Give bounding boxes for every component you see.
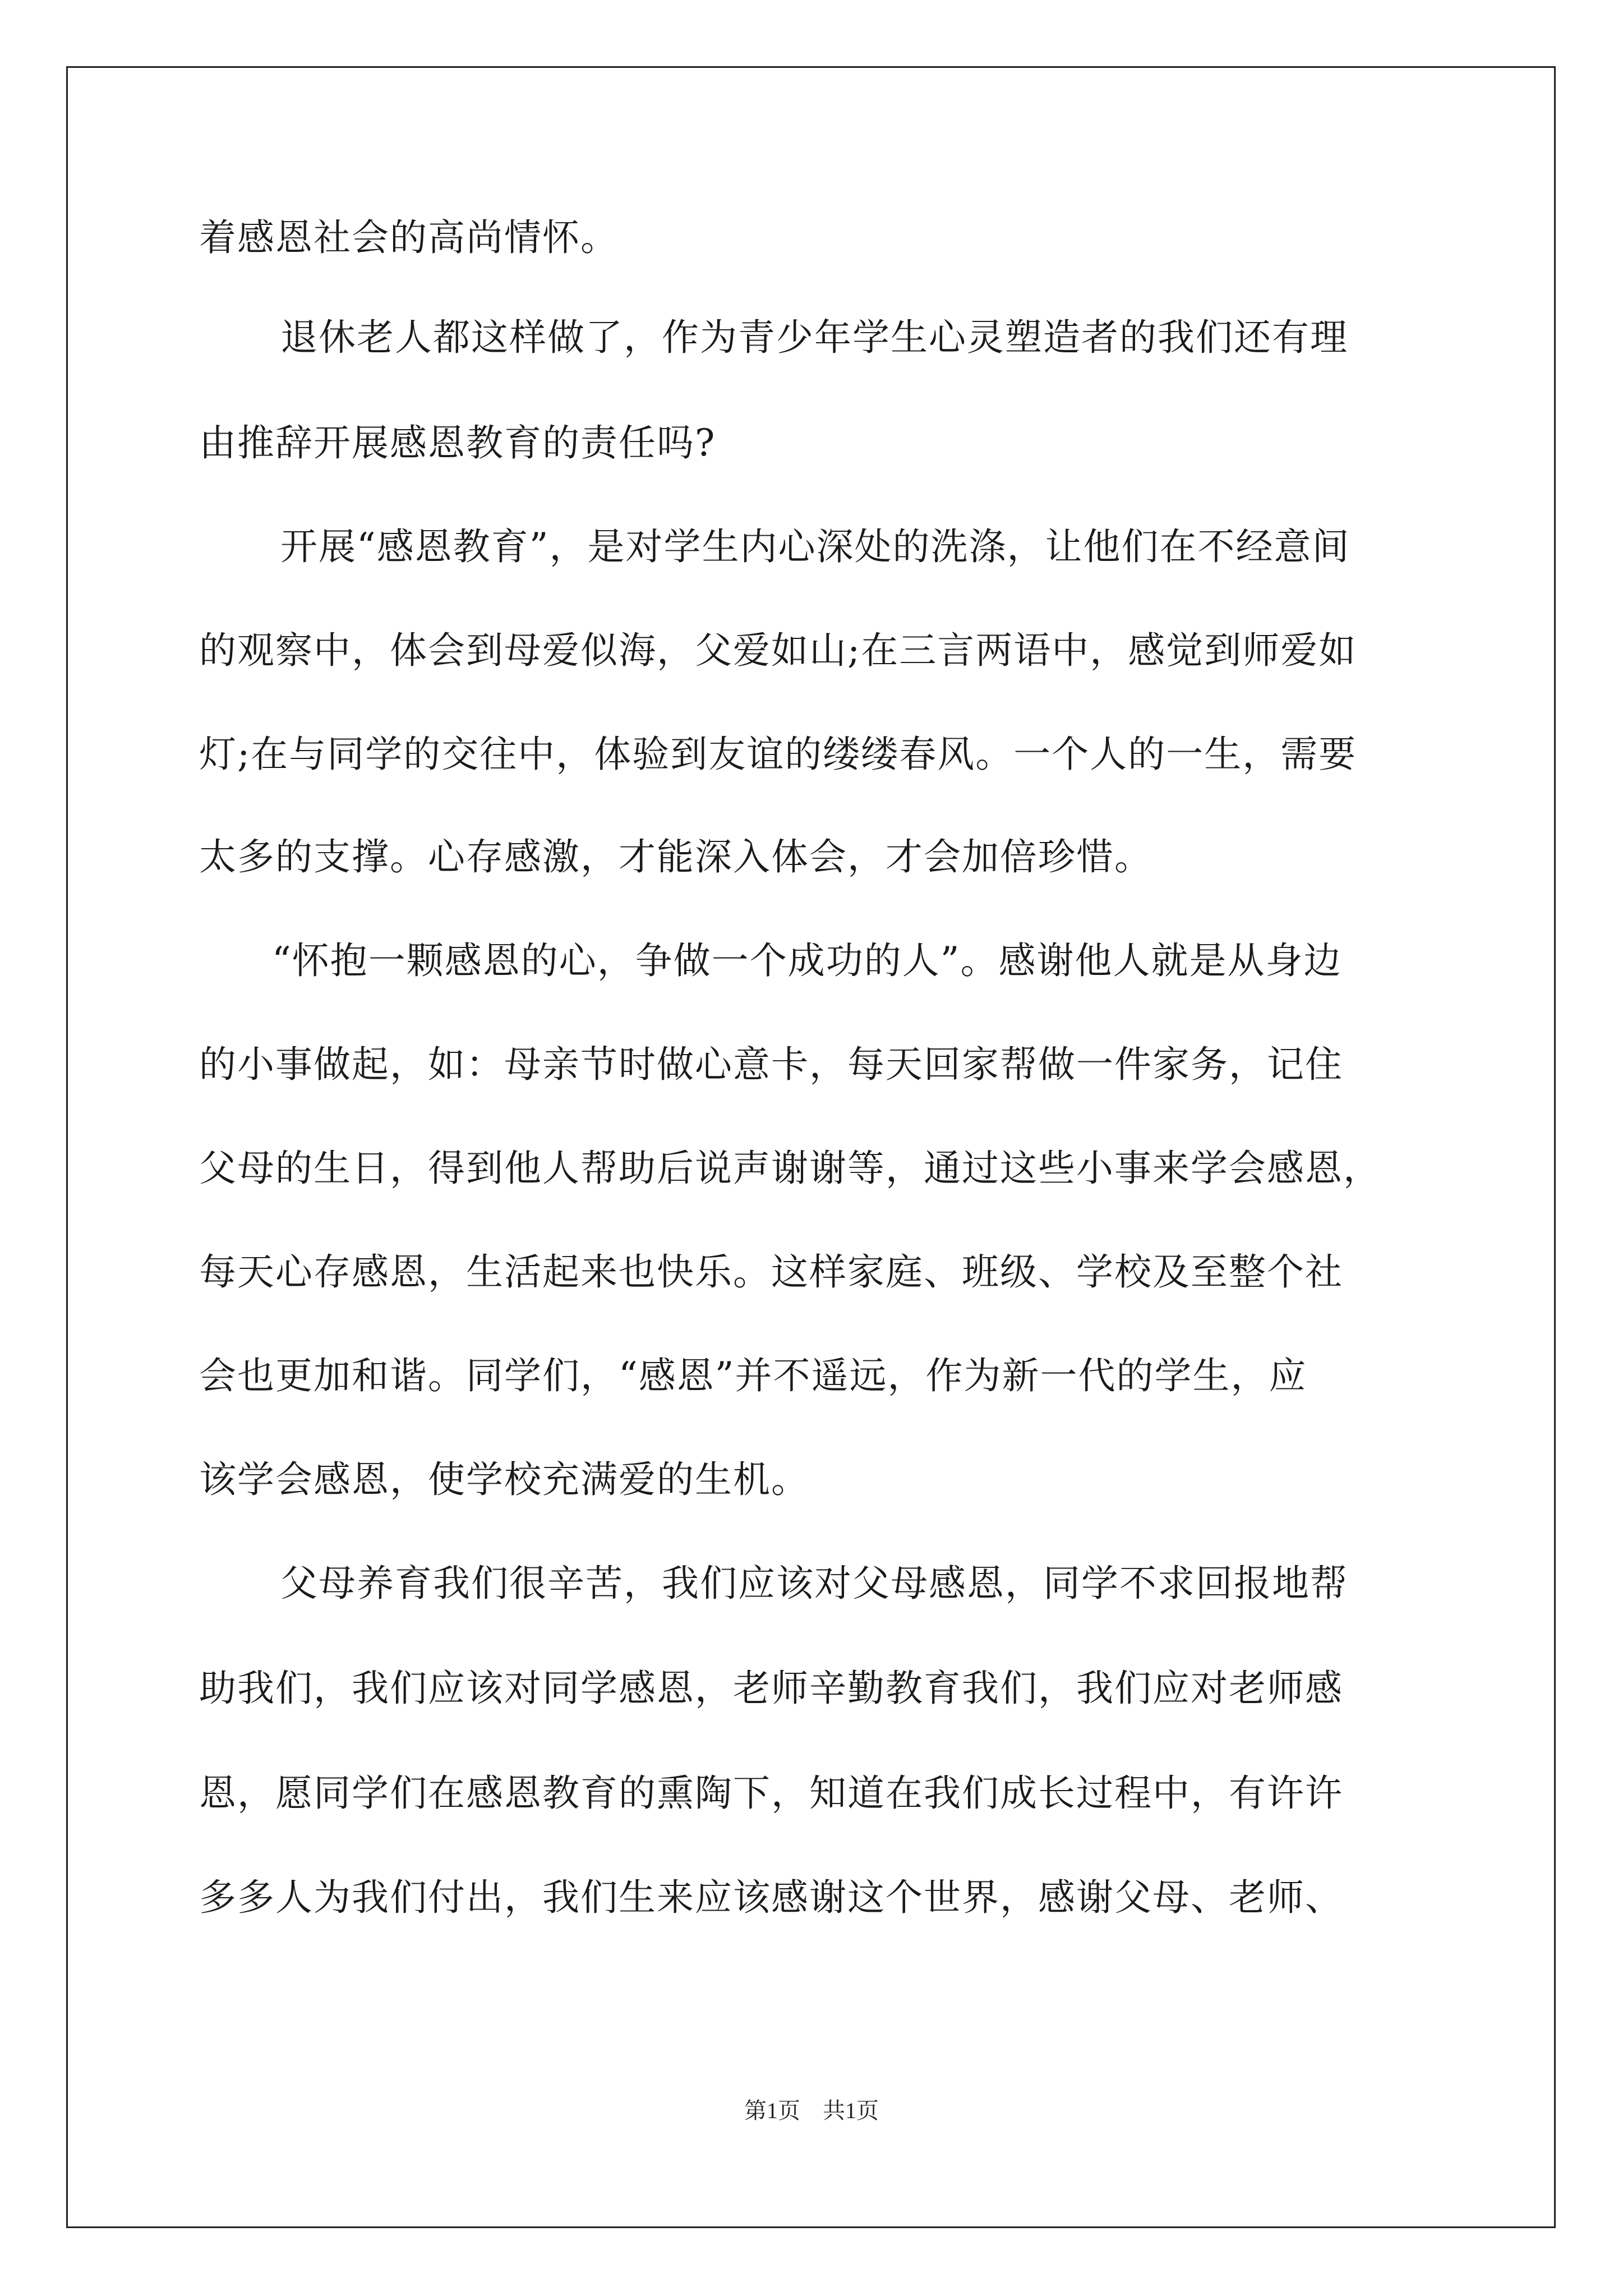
text-line: 由推辞开展感恩教育的责任吗? bbox=[199, 421, 716, 464]
text-line: “怀抱一颗感恩的心，争做一个成功的人”。感谢他人就是从身边 bbox=[272, 939, 1342, 982]
text-line: 父母养育我们很辛苦，我们应该对父母感恩，同学不求回报地帮 bbox=[280, 1562, 1348, 1605]
text-line: 父母的生日，得到他人帮助后说声谢谢等，通过这些小事来学会感恩， bbox=[199, 1147, 1381, 1190]
text-line: 退休老人都这样做了，作为青少年学生心灵塑造者的我们还有理 bbox=[280, 316, 1348, 359]
page-number: 第1页 共1页 bbox=[744, 2098, 879, 2123]
text-line: 太多的支撑。心存感激，才能深入体会，才会加倍珍惜。 bbox=[199, 835, 1152, 878]
text-line: 多多人为我们付出，我们生来应该感谢这个世界，感谢父母、老师、 bbox=[199, 1876, 1343, 1919]
text-line: 该学会感恩，使学校充满爱的生机。 bbox=[199, 1458, 809, 1501]
text-line: 着感恩社会的高尚情怀。 bbox=[199, 216, 619, 259]
text-line: 会也更加和谐。同学们，“感恩”并不遥远，作为新一代的学生，应 bbox=[199, 1354, 1307, 1397]
text-line: 灯;在与同学的交往中，体验到友谊的缕缕春风。一个人的一生，需要 bbox=[199, 733, 1357, 776]
text-line: 每天心存感恩，生活起来也快乐。这样家庭、班级、学校及至整个社 bbox=[199, 1250, 1343, 1294]
text-line: 助我们，我们应该对同学感恩，老师辛勤教育我们，我们应对老师感 bbox=[199, 1667, 1343, 1710]
text-line: 开展“感恩教育”，是对学生内心深处的洗涤，让他们在不经意间 bbox=[280, 525, 1350, 568]
text-line: 的小事做起，如：母亲节时做心意卡，每天回家帮做一件家务，记住 bbox=[199, 1043, 1343, 1086]
text-line: 的观察中，体会到母爱似海，父爱如山;在三言两语中，感觉到师爱如 bbox=[199, 629, 1357, 672]
text-line: 恩，愿同学们在感恩教育的熏陶下，知道在我们成长过程中，有许许 bbox=[199, 1772, 1343, 1815]
